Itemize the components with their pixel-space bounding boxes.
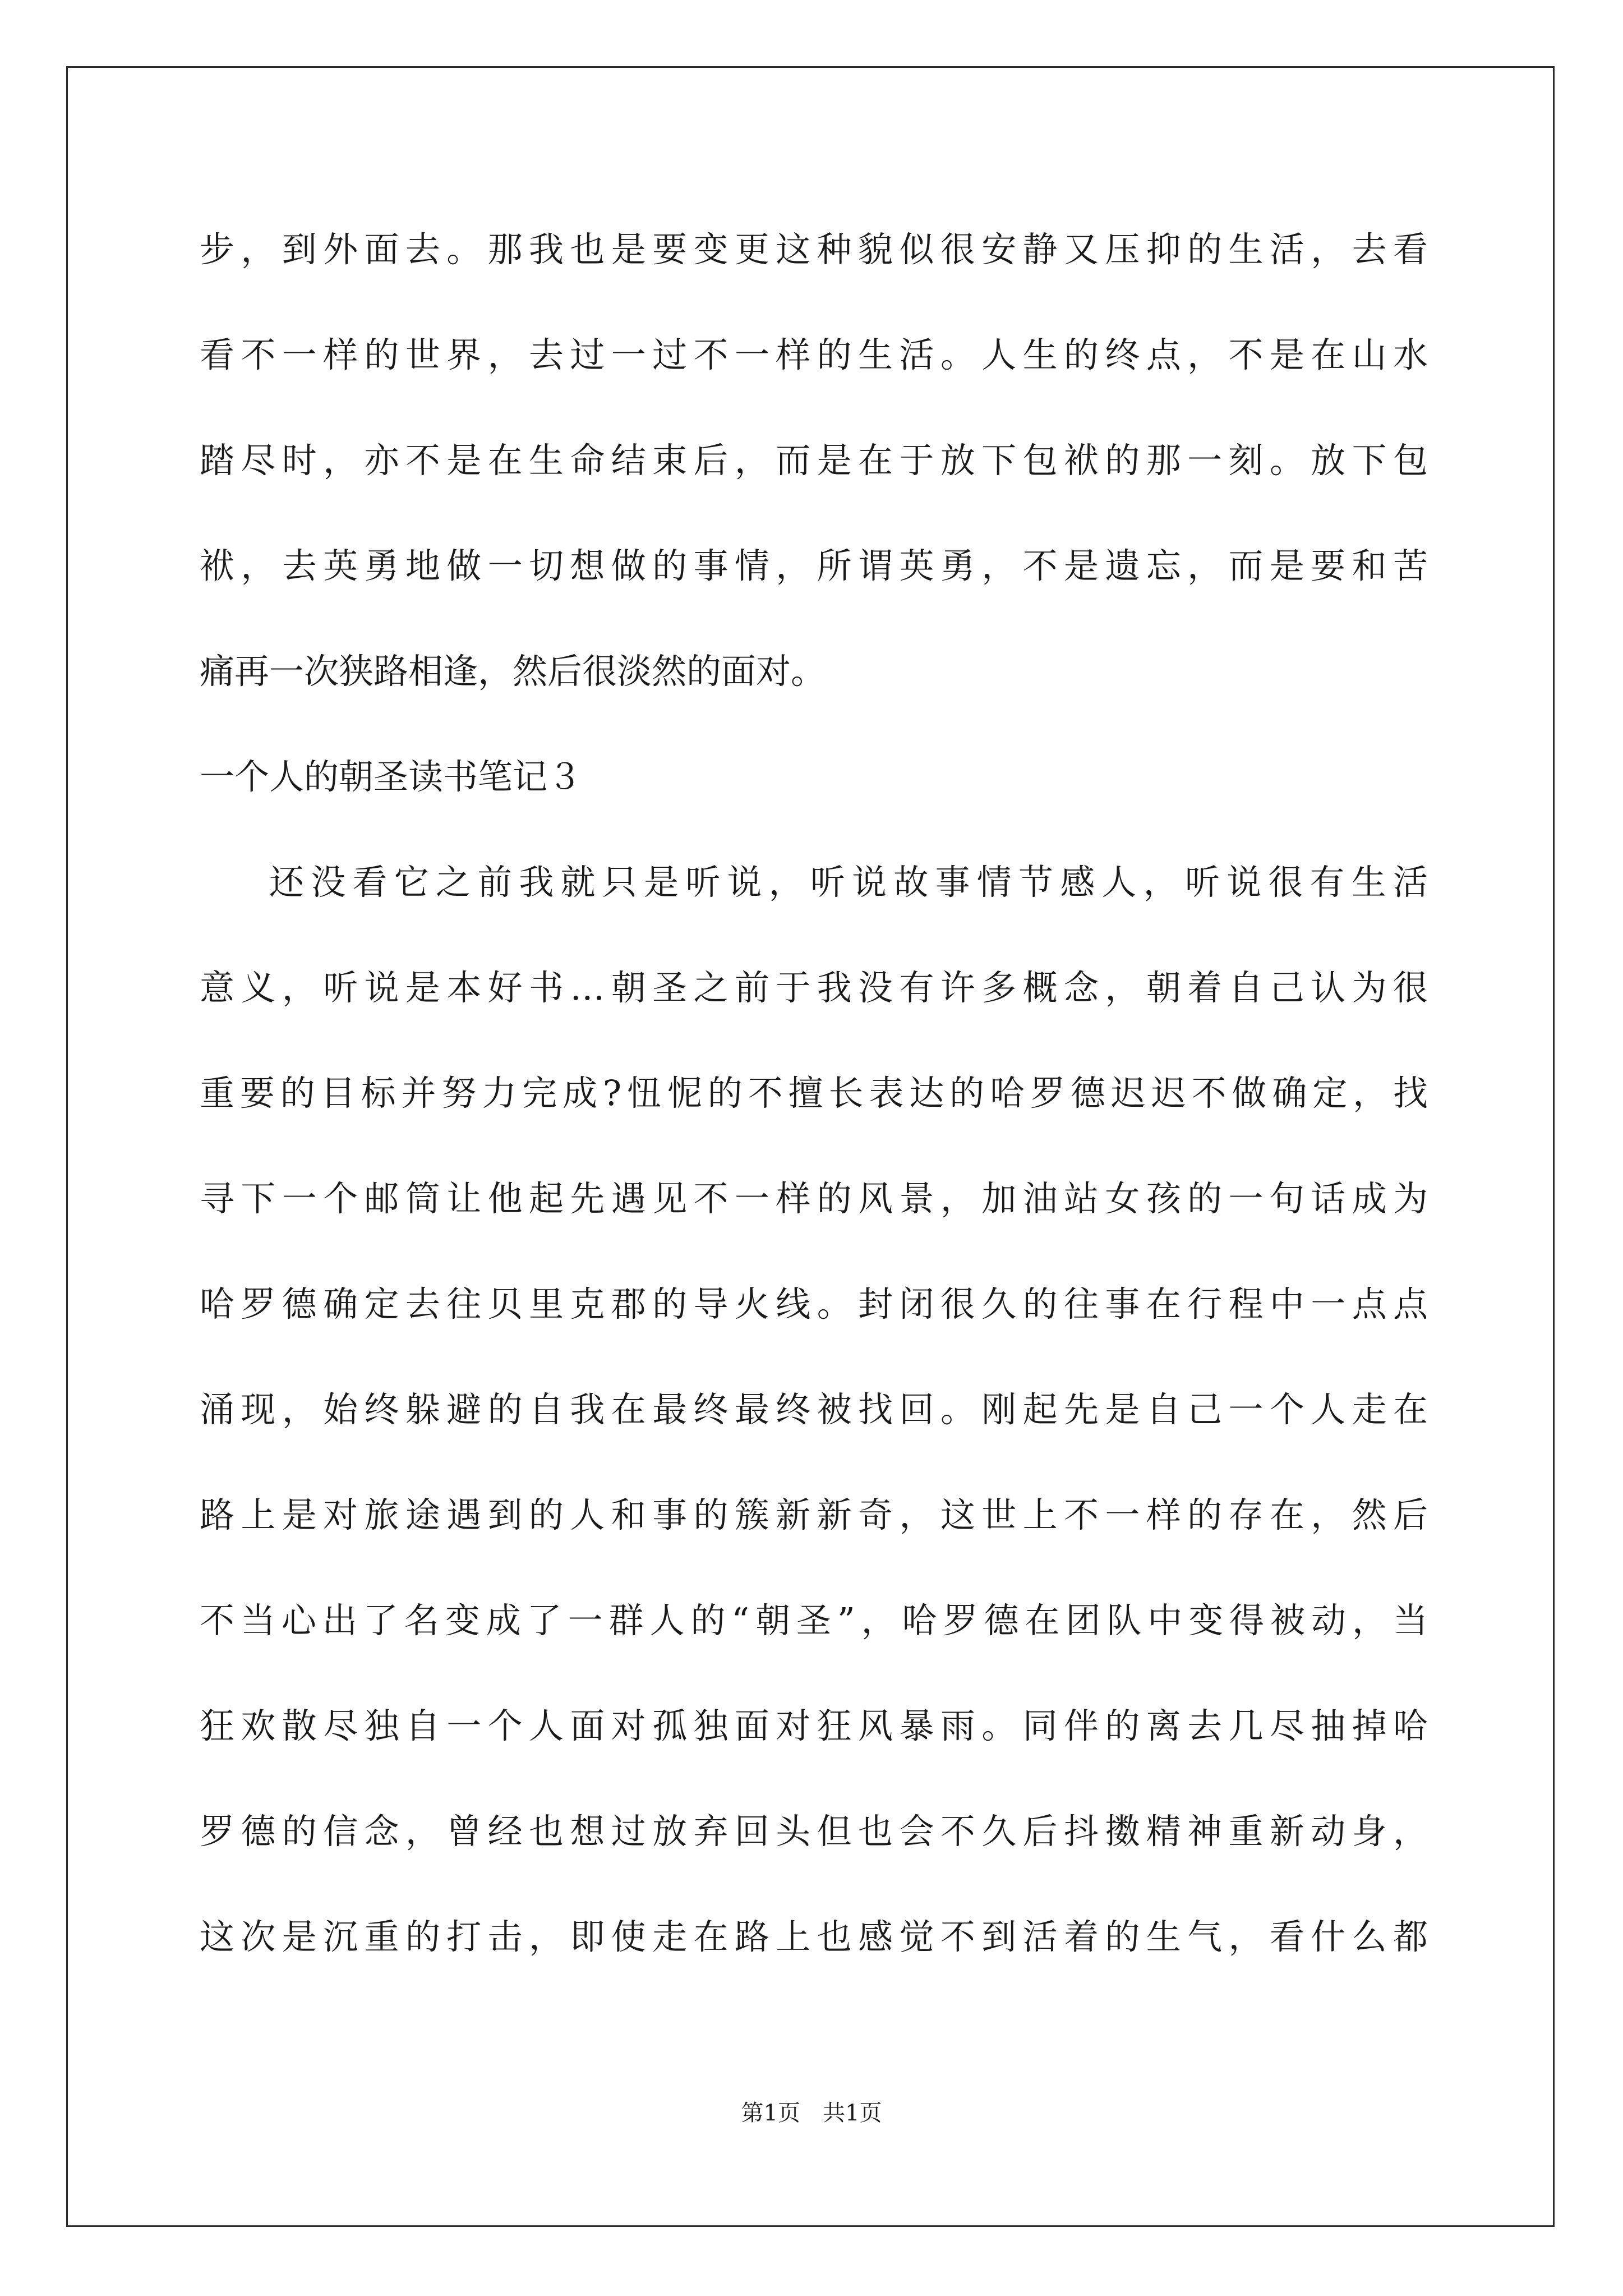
document-body [200, 213, 1428, 2006]
page-number: 第1页 共1页 [741, 2100, 882, 2126]
body-line: 哈罗德确定去往贝里克郡的导火线。封闭很久的往事在行程中一点点 [200, 1283, 1428, 1324]
body-line: 路上是对旅途遇到的人和事的簇新新奇，这世上不一样的存在，然后 [200, 1494, 1428, 1535]
body-line: 这次是沉重的打击，即使走在路上也感觉不到活着的生气，看什么都 [200, 1916, 1428, 1957]
page-footer [0, 2099, 1623, 2127]
body-line: 意义，听说是本好书…朝圣之前于我没有许多概念，朝着自己认为很 [200, 967, 1428, 1008]
body-line: 狂欢散尽独自一个人面对孤独面对狂风暴雨。同伴的离去几尽抽掉哈 [200, 1705, 1428, 1746]
body-line: 痛再一次狭路相逢，然后很淡然的面对。 [200, 651, 826, 692]
body-line: 重要的目标并努力完成?忸怩的不擅长表达的哈罗德迟迟不做确定，找 [200, 1073, 1428, 1114]
body-line: 袱，去英勇地做一切想做的事情，所谓英勇，不是遗忘，而是要和苦 [200, 545, 1428, 586]
body-line: 还没看它之前我就只是听说，听说故事情节感人，听说很有生活 [269, 862, 1428, 903]
body-line: 寻下一个邮筒让他起先遇见不一样的风景，加油站女孩的一句话成为 [200, 1178, 1428, 1219]
body-line: 不当心出了名变成了一群人的“朝圣”，哈罗德在团队中变得被动，当 [200, 1600, 1428, 1641]
body-line: 步，到外面去。那我也是要变更这种貌似很安静又压抑的生活，去看 [200, 229, 1428, 270]
body-line: 看不一样的世界，去过一过不一样的生活。人生的终点，不是在山水 [200, 334, 1428, 375]
body-line: 踏尽时，亦不是在生命结束后，而是在于放下包袱的那一刻。放下包 [200, 440, 1428, 481]
body-line: 涌现，始终躲避的自我在最终最终被找回。刚起先是自己一个人走在 [200, 1389, 1428, 1430]
body-line: 罗德的信念，曾经也想过放弃回头但也会不久后抖擞精神重新动身， [200, 1811, 1428, 1852]
section-heading: 一个人的朝圣读书笔记３ [200, 756, 583, 797]
